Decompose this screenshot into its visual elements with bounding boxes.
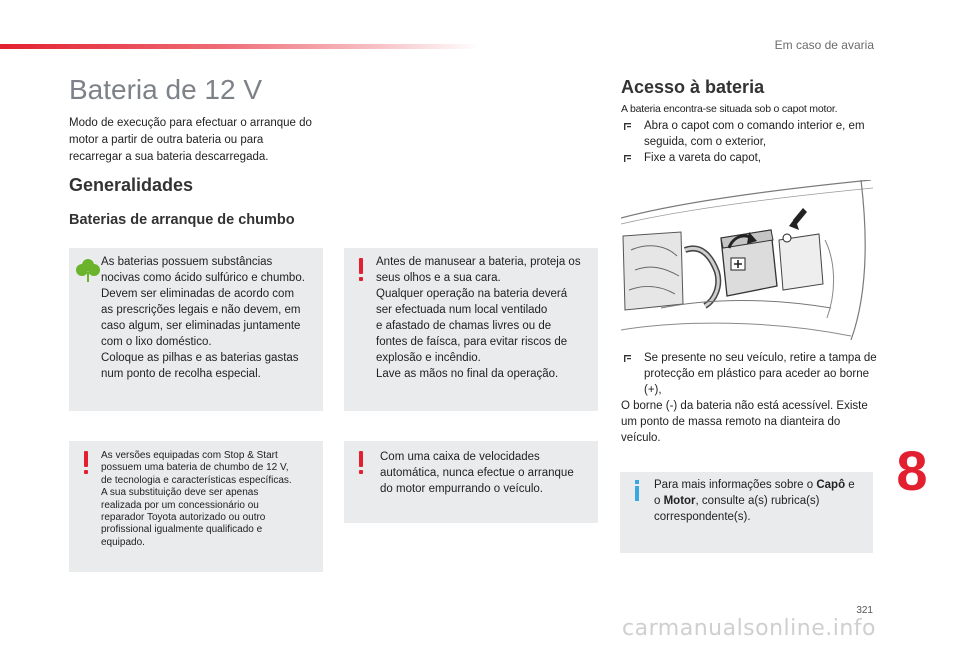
list-item: Abra o capot com o comando interior e, em seguida, com o exterior, [621,118,881,150]
info-text: Para mais informações sobre o Capô e o Motor, consulte a(s) rubrica(s) correspondente(s). [654,479,855,523]
steps-before-list [621,118,881,166]
list-item: Se presente no seu veículo, retire a tampa de protecção em plástico para aceder ao borne (+), [621,350,881,398]
negative-terminal-note: O borne (-) da bateria não está acessível. Existe um ponto de massa remoto na dianteira do veículo. [621,400,868,444]
warning-exclamation-icon [84,451,88,467]
engine-bay-battery-illustration [621,180,876,340]
page-title: Bateria de 12 V [69,74,263,105]
heading-general: Generalidades [69,175,194,195]
intro-paragraph: Modo de execução para efectuar o arranque do motor a partir de outra bateria ou para recarregar a sua bateria descarregada. [69,117,312,163]
header-accent-bar [0,44,480,49]
handling-warning-text: Antes de manusear a bateria, proteja os seus olhos e a sua cara. Qualquer operação na bateria deverá ser efectuada num local ventilado e afastado de chamas livres ou de fontes de faísca, para evitar riscos de explosão e incêndio. Lave as mãos no final da operação. [376,256,581,380]
heading-battery-access: Acesso à bateria [621,77,765,97]
battery-access-intro: A bateria encontra-se situada sob o capot motor. [621,103,838,115]
steps-after-list [621,350,881,398]
handling-warning-box [344,248,598,411]
step-arrow-icon [623,122,632,131]
list-item: Fixe a vareta do capot, [621,150,881,166]
watermark: carmanualsonline.info [622,616,876,641]
heading-lead-batteries: Baterias de arranque de chumbo [69,212,295,228]
auto-gearbox-warning-box [344,441,598,523]
chapter-number: 8 [896,439,928,502]
eco-leaf-icon [76,257,100,283]
step-arrow-icon [623,154,632,163]
info-icon [635,486,639,501]
warning-exclamation-icon [359,258,363,274]
auto-gearbox-warning-text: Com uma caixa de velocidades automática, nunca efectue o arranque do motor empurrando o veículo. [380,451,574,495]
stop-start-warning-text: As versões equipadas com Stop & Start possuem uma bateria de chumbo de 12 V, de tecnologia e características específicas. A sua substituição deve ser apenas realizada por um concessionário ou reparador Toyota autorizado ou outro profissional igualmente qualificado e equipado. [101,450,292,548]
chapter-title: Em caso de avaria [774,38,874,52]
stop-start-warning-box [69,441,323,572]
eco-notice-text: As baterias possuem substâncias nocivas como ácido sulfúrico e chumbo. Devem ser eliminadas de acordo com as prescrições legais e não devem, em caso algum, ser eliminadas juntamente com o lixo doméstico. Coloque as pilhas e as baterias gastas num ponto de recolha especial. [101,256,305,380]
eco-notice-box [69,248,323,411]
step-arrow-icon [623,354,632,363]
page-number: 321 [856,605,873,616]
info-box [620,472,873,553]
warning-exclamation-icon [359,451,363,467]
